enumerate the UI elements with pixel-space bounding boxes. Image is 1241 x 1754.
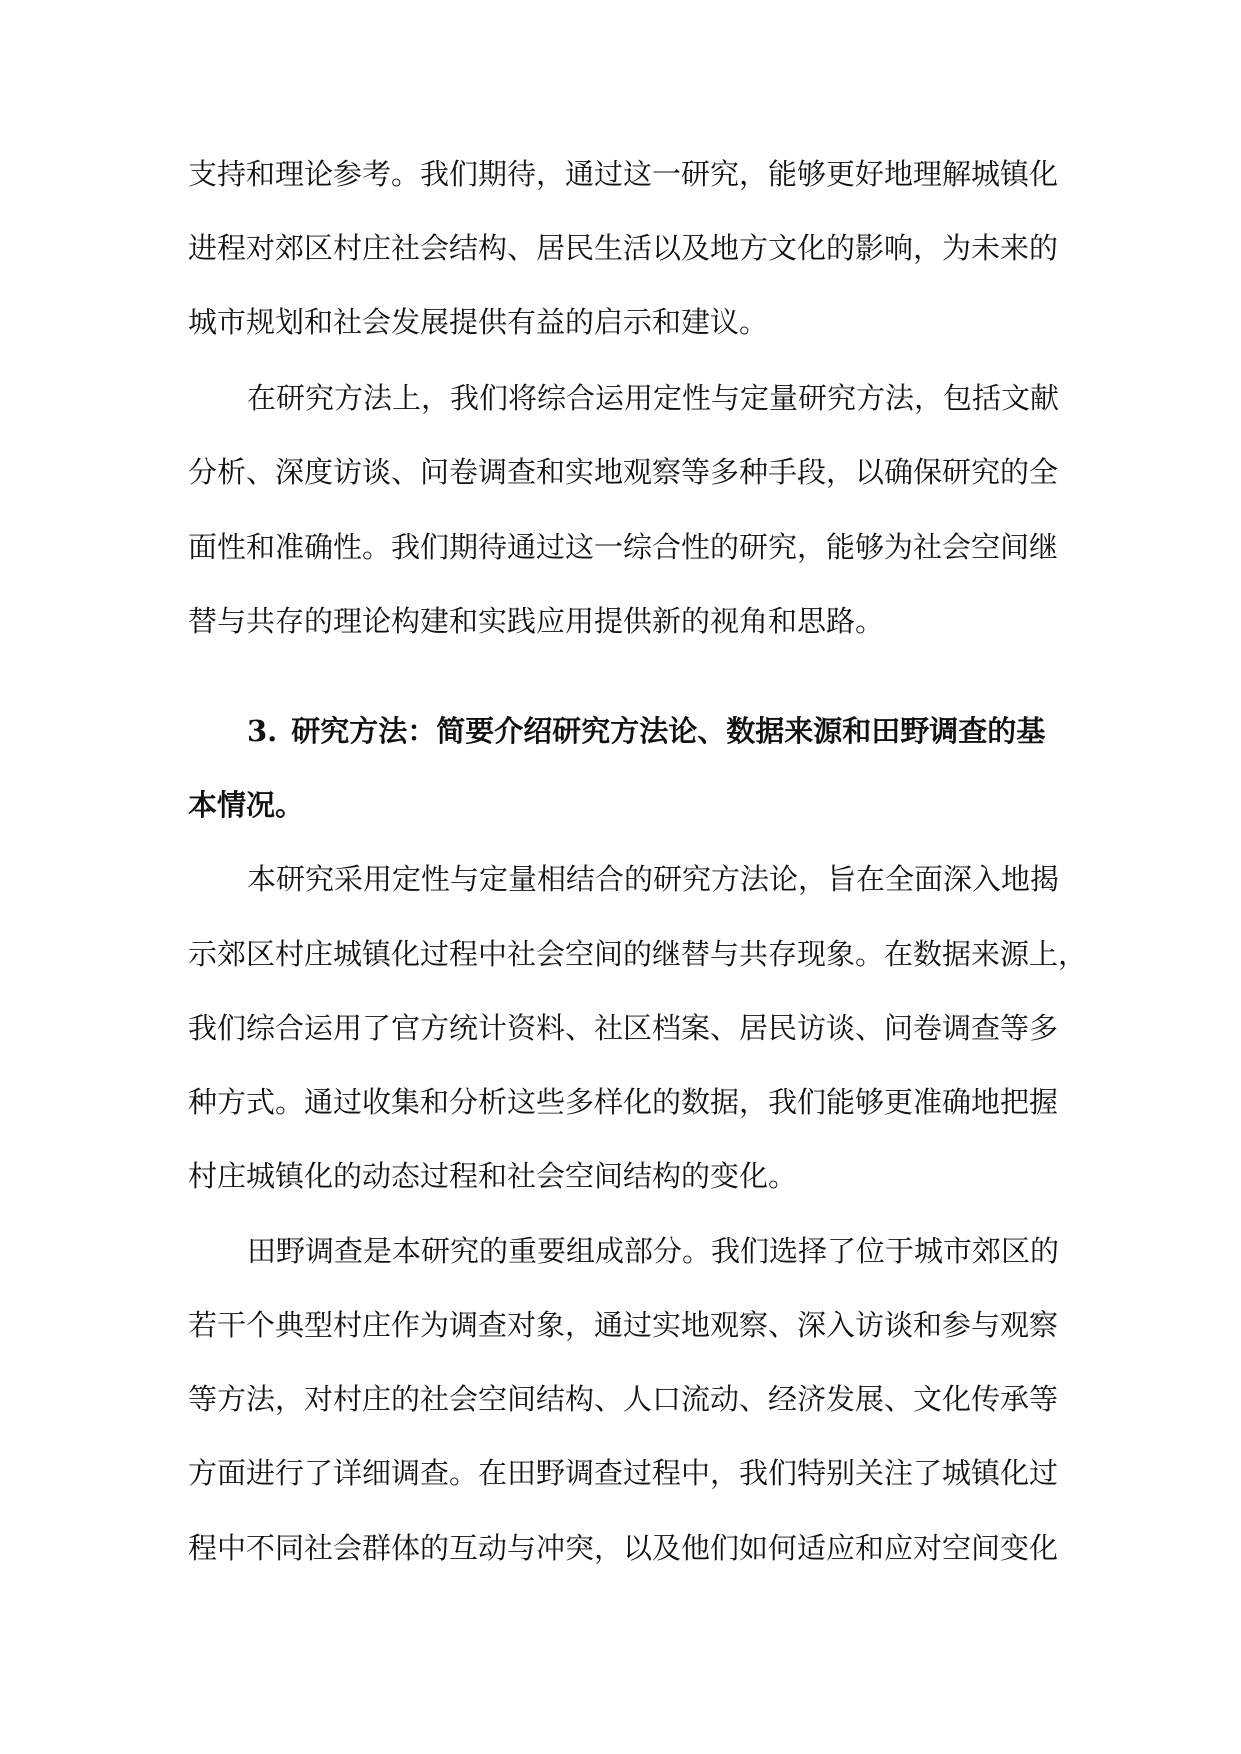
paragraph-1-line-1: 支持和理论参考。我们期待，通过这一研究，能够更好地理解城镇化 <box>188 157 1059 191</box>
paragraph-3-line-4: 种方式。通过收集和分析这些多样化的数据，我们能够更准确地把握 <box>188 1085 1059 1119</box>
section-number: 3. <box>247 714 278 748</box>
paragraph-2-line-1: 在研究方法上，我们将综合运用定性与定量研究方法，包括文献 <box>247 381 1060 415</box>
paragraph-3-line-2: 示郊区村庄城镇化过程中社会空间的继替与共存现象。在数据来源上， <box>188 937 1088 971</box>
section-heading-text: 研究方法：简要介绍研究方法论、数据来源和田野调查的基 <box>291 714 1046 748</box>
paragraph-1-line-2: 进程对郊区村庄社会结构、居民生活以及地方文化的影响，为未来的 <box>188 231 1059 265</box>
section-heading-line-1 <box>247 711 1058 751</box>
section-heading-line-2: 本情况。 <box>188 788 305 822</box>
paragraph-3-line-5: 村庄城镇化的动态过程和社会空间结构的变化。 <box>188 1159 798 1193</box>
paragraph-1-line-3: 城市规划和社会发展提供有益的启示和建议。 <box>188 305 769 339</box>
paragraph-4-line-3: 等方法，对村庄的社会空间结构、人口流动、经济发展、文化传承等 <box>188 1382 1059 1416</box>
paragraph-3-line-3: 我们综合运用了官方统计资料、社区档案、居民访谈、问卷调查等多 <box>188 1011 1059 1045</box>
paragraph-3-line-1: 本研究采用定性与定量相结合的研究方法论，旨在全面深入地揭 <box>247 862 1060 896</box>
paragraph-4-line-2: 若干个典型村庄作为调查对象，通过实地观察、深入访谈和参与观察 <box>188 1308 1059 1342</box>
paragraph-4-line-4: 方面进行了详细调查。在田野调查过程中，我们特别关注了城镇化过 <box>188 1456 1059 1490</box>
paragraph-4-line-5: 程中不同社会群体的互动与冲突，以及他们如何适应和应对空间变化 <box>188 1531 1059 1565</box>
paragraph-2-line-4: 替与共存的理论构建和实践应用提供新的视角和思路。 <box>188 604 885 638</box>
paragraph-4-line-1: 田野调查是本研究的重要组成部分。我们选择了位于城市郊区的 <box>247 1234 1060 1268</box>
paragraph-2-line-2: 分析、深度访谈、问卷调查和实地观察等多种手段，以确保研究的全 <box>188 455 1059 489</box>
paragraph-2-line-3: 面性和准确性。我们期待通过这一综合性的研究，能够为社会空间继 <box>188 530 1059 564</box>
